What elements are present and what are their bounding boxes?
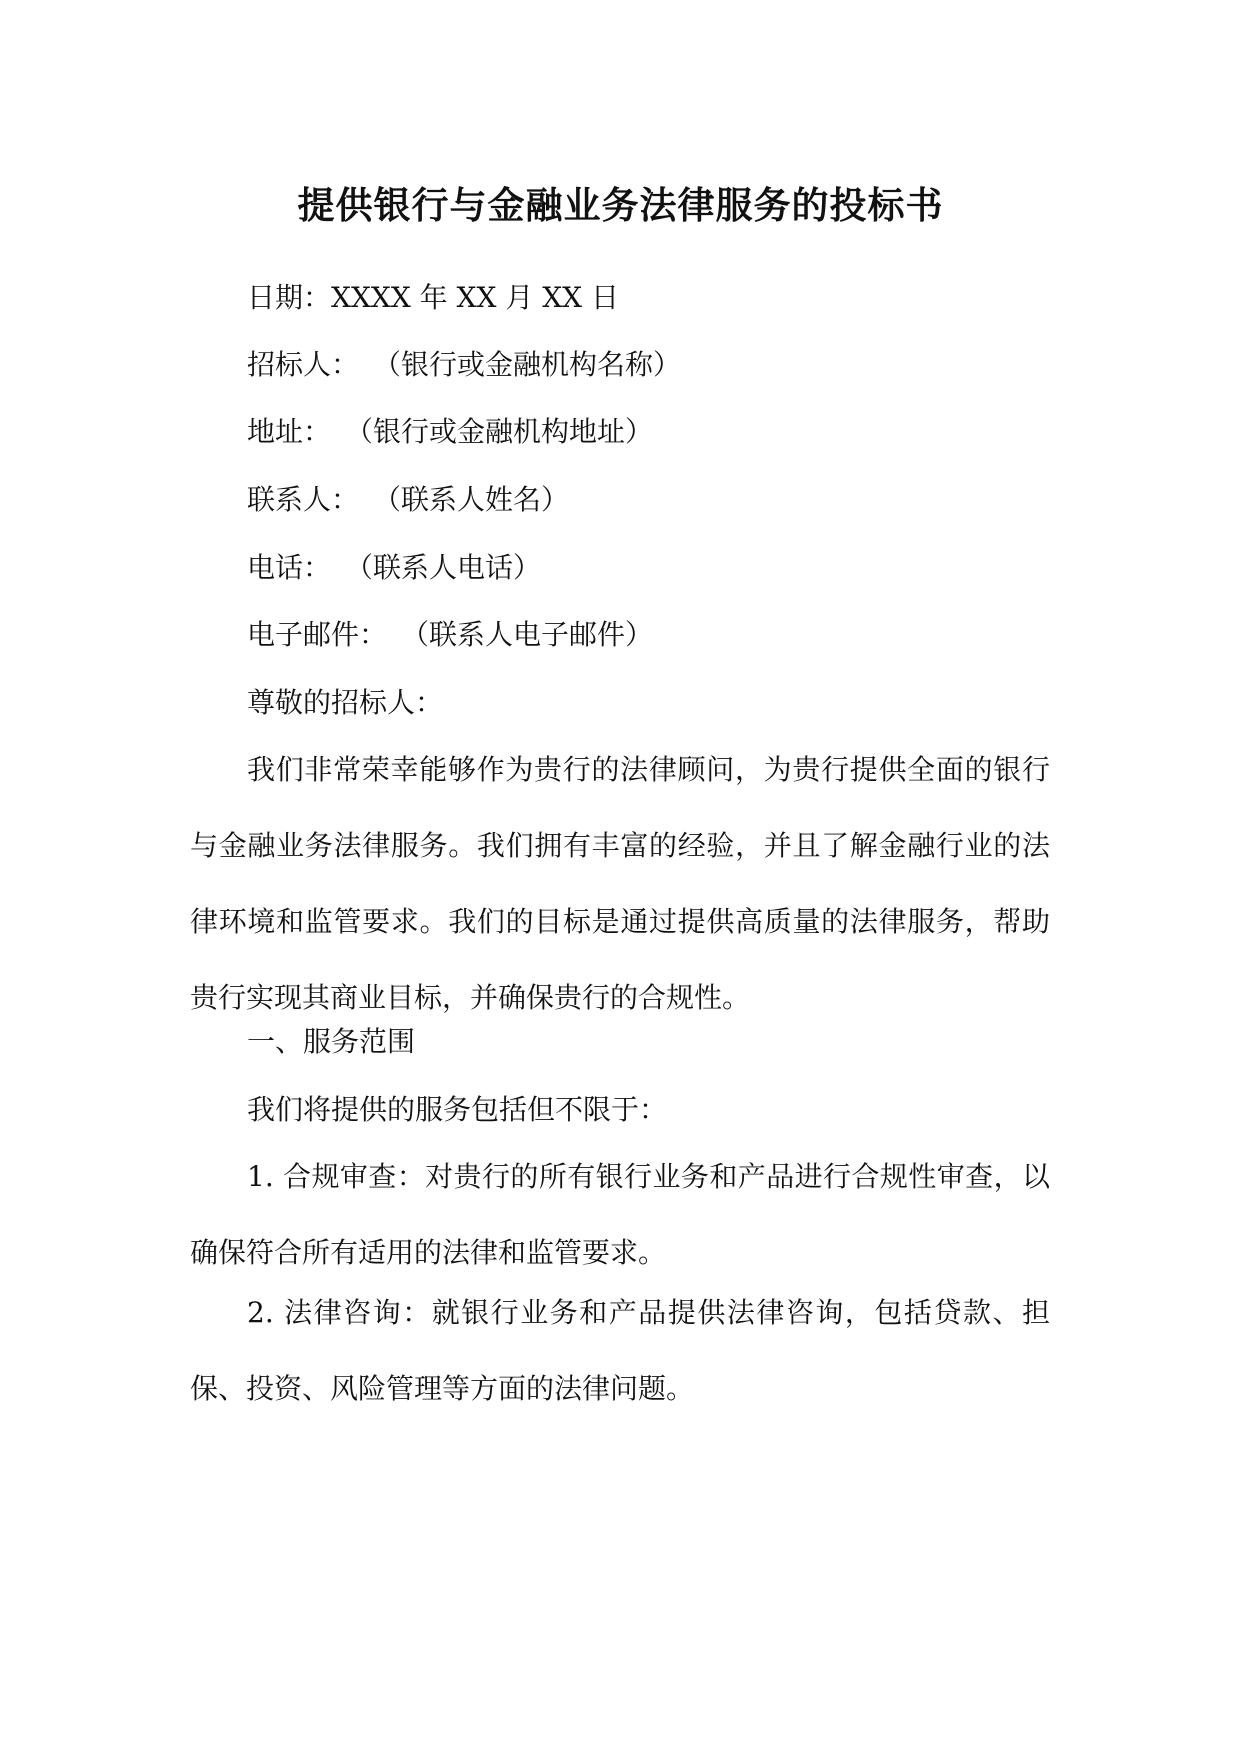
- date-line: [247, 278, 619, 318]
- phone-value: （联系人电话）: [345, 551, 542, 584]
- contact-label: 联系人：: [247, 483, 360, 516]
- section-lead: 我们将提供的服务包括但不限于：: [247, 1093, 668, 1126]
- salutation: 尊敬的招标人：: [247, 686, 444, 719]
- contact-value: （联系人姓名）: [373, 483, 570, 516]
- phone-line: [247, 548, 541, 588]
- tenderer-label: 招标人：: [247, 348, 360, 381]
- email-label: 电子邮件：: [247, 618, 388, 651]
- address-value: （银行或金融机构地址）: [345, 415, 654, 448]
- address-line: [247, 412, 653, 452]
- phone-label: 电话：: [247, 551, 332, 584]
- email-value: （联系人电子邮件）: [401, 618, 654, 651]
- list-item-legal-advice: 2. 法律咨询：就银行业务和产品提供法律咨询，包括贷款、担保、投资、风险管理等方面的法律问题。: [190, 1296, 1050, 1405]
- tenderer-line: [247, 345, 681, 385]
- section-heading-scope: 一、服务范围: [247, 1025, 416, 1058]
- date-value: XXXX 年 XX 月 XX 日: [331, 281, 619, 314]
- address-label: 地址：: [247, 415, 332, 448]
- email-line: [247, 615, 653, 655]
- intro-paragraph: 我们非常荣幸能够作为贵行的法律顾问，为贵行提供全面的银行与金融业务法律服务。我们拥有丰富的经验，并且了解金融行业的法律环境和监管要求。我们的目标是通过提供高质量的法律服务，帮助贵行实现其商业目标，并确保贵行的合规性。: [190, 753, 1050, 1014]
- tenderer-value: （银行或金融机构名称）: [373, 348, 682, 381]
- date-label: 日期：: [247, 281, 332, 314]
- contact-line: [247, 480, 569, 520]
- list-item-compliance: 1. 合规审查：对贵行的所有银行业务和产品进行合规性审查，以确保符合所有适用的法律和监管要求。: [190, 1160, 1050, 1269]
- document-title: 提供银行与金融业务法律服务的投标书: [297, 184, 944, 227]
